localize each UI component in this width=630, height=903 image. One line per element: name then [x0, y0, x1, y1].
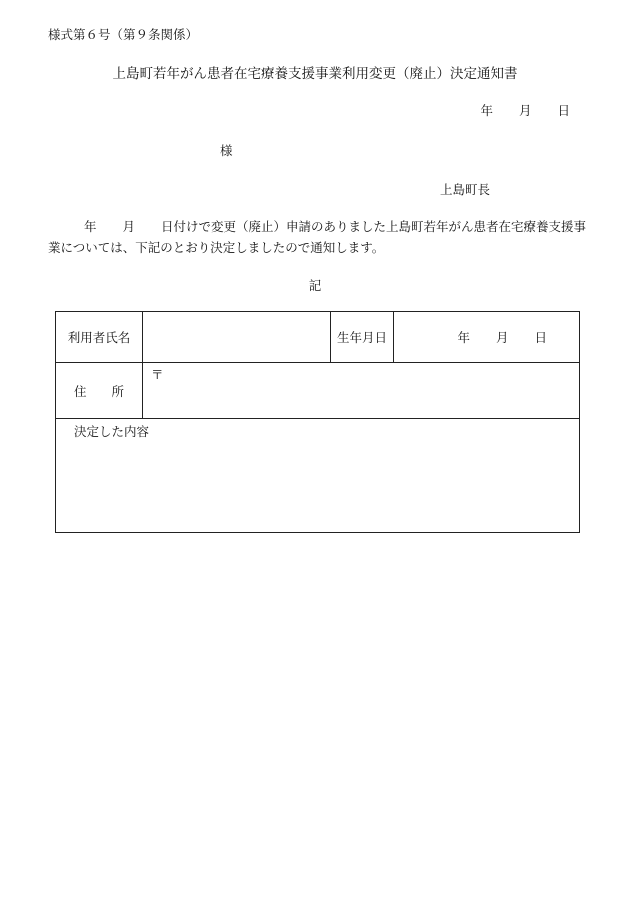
issue-date-year: 年	[480, 103, 493, 118]
dob-month: 月	[495, 330, 509, 346]
addressee-suffix: 様	[220, 143, 233, 158]
issue-date-month: 月	[518, 103, 532, 118]
decision-content-field[interactable]	[56, 419, 580, 533]
body-year: 年	[84, 219, 97, 234]
decision-content-label: 決定した内容	[74, 424, 150, 440]
dob-field[interactable]	[394, 312, 580, 363]
user-name-field[interactable]	[143, 312, 331, 363]
dob-day: 日	[534, 330, 547, 346]
form-number: 様式第６号（第９条関係）	[48, 27, 199, 42]
body-text: 日付けで変更（廃止）申請のありました上島町若年がん患者在宅療養支援事業については、下記のとおり決定しましたので通知します。	[48, 219, 587, 255]
dob-year: 年	[457, 330, 470, 346]
body-month: 月	[122, 219, 136, 234]
document-title: 上島町若年がん患者在宅療養支援事業利用変更（廃止）決定通知書	[112, 66, 518, 82]
decision-table	[55, 311, 580, 533]
dob-label: 生年月日	[331, 312, 394, 363]
user-name-label: 利用者氏名	[56, 312, 143, 363]
address-field[interactable]	[143, 363, 580, 419]
address-label: 住 所	[56, 363, 143, 419]
issue-date	[452, 101, 570, 119]
issuer-name: 上島町長	[440, 182, 491, 197]
record-mark: 記	[308, 278, 322, 293]
postal-mark: 〒	[151, 367, 164, 383]
notice-body	[48, 216, 588, 258]
issue-date-day: 日	[557, 103, 570, 118]
